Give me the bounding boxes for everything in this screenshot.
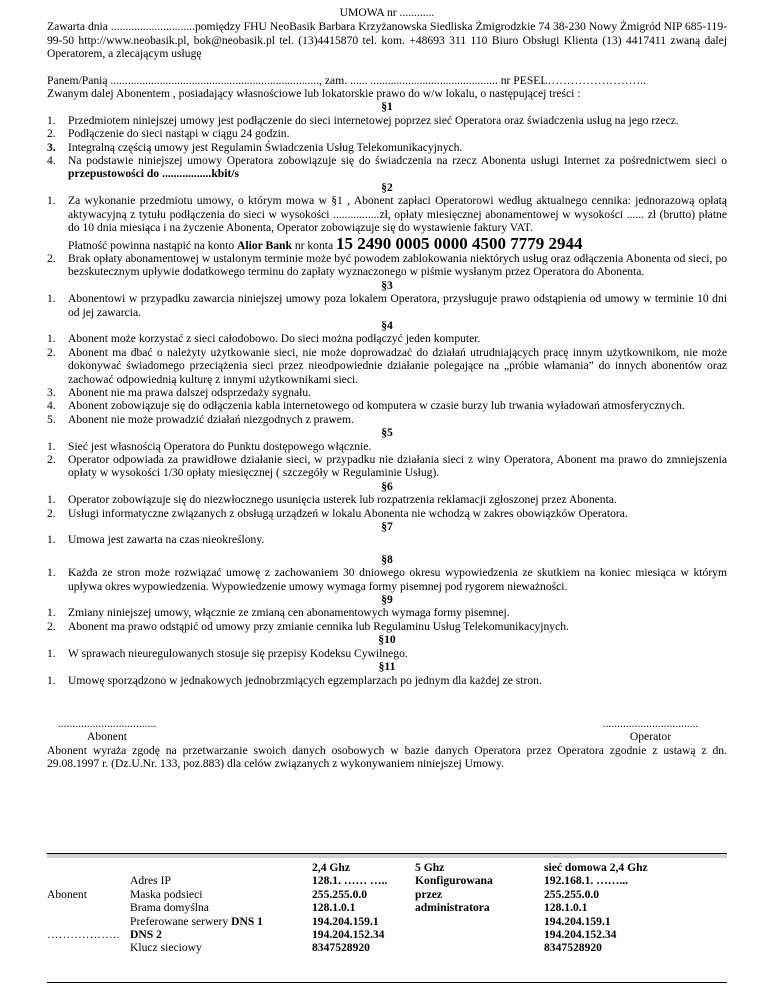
list-item: 1. Za wykonanie przedmiotu umowy, o którym mowa w §1 , Abonent zapłaci Operatorowi według aktualnego cennika: jednorazową opłatą aktywacyjną z tytułu podłączenia do sieci w wysokości ................zł, opłaty miesięcznej abonamentowej w wysokości ...... zł (brutto) płatne do 10 dnia miesiąca i na życzenie Abonenta, Operator zobowiązuje się do wystawienie faktury VAT. (47, 194, 727, 235)
list-item: 1. Umowa jest zawarta na czas nieokreślony. (47, 533, 265, 547)
list-item: 2. Operator odpowiada za prawidłowe działanie sieci, w przypadku nie działania sieci z winy Operatora, Abonent ma prawo do zmniejszenia opłaty w wysokości 1/30 opłaty miesięcznej ( szczegóły w Regulaminie Usług). (47, 453, 727, 480)
operator-signature: ................................. Operator (602, 716, 699, 744)
list-item: 4. Abonent zobowiązuje się do odłączenia kabla internetowego od komputera w czasie burzy lub trwania wyładowań atmosferycznych. (47, 399, 685, 413)
section-8-heading: §8 (381, 552, 393, 566)
parties-line-2: Zwanym dalej Abonentem , posiadający własnościowe lub lokatorskie prawo do w/w lokalu, o następującej treści : (47, 87, 581, 101)
config-subscriber-column: Abonent ………………. (47, 887, 120, 941)
network-config-table (47, 853, 727, 983)
section-10-heading: §10 (378, 633, 396, 647)
list-item: 1. Abonent może korzystać z sieci całodobowo. Do sieci można podłączyć jeden komputer. (47, 332, 481, 346)
config-home-network-column: sieć domowa 2,4 Ghz 192.168.1. ……... 255.255.0.0 128.1.0.1 194.204.159.1 194.204.152.34 8347528920 (544, 861, 648, 955)
list-item: 1. Każda ze stron może rozwiązać umowę z zachowaniem 30 dniowego okresu wypowiedzenia ze skutkiem na koniec miesiąca w którym upływa okres wypowiedzenia. Wypowiedzenie umowy wymaga formy pisemnej pod rygorem nieważności. (47, 566, 727, 593)
list-item: 2. Podłączenie do sieci nastąpi w ciągu 24 godzin. (47, 127, 290, 141)
list-item: 1. Zmiany niniejszej umowy, włącznie ze zmianą cen abonamentowych wymaga formy pisemnej. (47, 606, 510, 620)
contract-document (47, 6, 727, 771)
section-5-heading: §5 (381, 426, 393, 440)
list-item: 1. Przedmiotem niniejszej umowy jest podłączenie do sieci internetowej poprzez sieć Operatora oraz świadczenia usług na jego rzecz. (47, 113, 679, 127)
contract-title: UMOWA nr ............ (339, 6, 435, 19)
list-item: 1. Sieć jest własnością Operatora do Punktu dostępowego włącznie. (47, 439, 372, 453)
list-item: 3. Abonent nie ma prawa dalszej odsprzedaży sygnału. (47, 385, 312, 399)
list-item: 5. Abonent nie może prowadzić działań niezgodnych z prawem. (47, 412, 354, 426)
list-item: 1. Umowę sporządzono w jednakowych jednobrzmiących egzemplarzach po jednym dla każdej ze stron. (47, 673, 542, 687)
list-item: 3. Integralną częścią umowy jest Regulamin Świadczenia Usług Telekomunikacyjnych. (47, 140, 463, 154)
bank-account-number: 15 2490 0005 0000 4500 7779 2944 (336, 233, 583, 253)
list-item: 1. Operator zobowiązuje się do niezwłocznego usunięcia usterek lub rozpatrzenia reklamacji zgłoszonej przez Abonenta. (47, 493, 617, 507)
subscriber-signature: .................................. Abonent (57, 716, 157, 744)
payment-line: Płatność powinna nastąpić na konto Alior Bank nr konta 15 2490 0005 0000 4500 7779 2944 (68, 233, 583, 253)
header-shade (47, 854, 727, 858)
config-5ghz-column: 5 Ghz Konfigurowana przez administratora (415, 861, 493, 915)
signature-row (47, 717, 727, 744)
list-item: 4. Na podstawie niniejszej umowy Operatora zobowiązuje się do świadczenia na rzecz Abonenta usługi Internet za pośrednictwem sieci o przepustowości do .................kbit/s (47, 154, 727, 181)
contract-intro: Zawarta dnia .............................pomiędzy FHU NeoBasik Barbara Krzyżanowska Siedliska Żmigrodzkie 74 38-230 Nowy Żmigród NIP 685-119-99-50 http://www.neobasik.pl, bok@neobasik.pl tel. (13)4415870 tel. kom. +48693 311 110 Biuro Obsługi Klienta (13) 4417411 zwaną dalej Operatorem, a zlecającym usługę (47, 20, 727, 61)
section-4-heading: §4 (381, 318, 393, 332)
section-9-heading: §9 (381, 593, 393, 607)
data-processing-consent: Abonent wyraża zgodę na przetwarzanie swoich danych osobowych w bazie danych Operatora przez Operatora zgodnie z ustawą z dn. 29.08.1997 r. (Dz.U.Nr. 133, poz.883) dla celów związanych z wykonywaniem niniejszej Umowy. (47, 743, 727, 771)
section-3-heading: §3 (381, 278, 393, 292)
section-7-heading: §7 (381, 520, 393, 534)
list-item: 2. Abonent ma prawo odstąpić od umowy przy zmianie cennika lub Regulaminu Usług Telekomunikacyjnych. (47, 619, 569, 633)
section-6-heading: §6 (381, 479, 393, 493)
list-item: 2. Brak opłaty abonamentowej w ustalonym terminie może być powodem zablokowania niektórych usług oraz odłączenia Abonenta od sieci, po bezskutecznym upływie dodatkowego terminu do zapłaty wyznaczonego w piśmie wysłanym przez Operatora do Abonenta. (47, 251, 727, 279)
section-11-heading: §11 (378, 660, 396, 674)
parties-line-1: Panem/Panią ........................................................................, zam. ...... ............................................ nr PESEL…………………….. (47, 73, 646, 87)
config-24ghz-column: 2,4 Ghz 128.1. …… ….. 255.255.0.0 128.1.0.1 194.204.159.1 194.204.152.34 8347528920 (312, 861, 388, 955)
list-item: 1. Abonentowi w przypadku zawarcia niniejszej umowy poza lokalem Operatora, przysługuje prawo odstąpienia od umowy w terminie 10 dni od jej zawarcia. (47, 292, 727, 319)
section-1-heading: §1 (381, 100, 393, 114)
list-item: 2. Abonent ma dbać o należyty użytkowanie sieci, nie może doprowadzać do działań utrudniających pracę innym użytkownikom, nie może dokonywać świadomego przeciążenia sieci przez nieodpowiednie działanie polegające na „próbie włamania” do innych abonentów oraz zachować odpowiednią kulturę z innymi użytkownikami sieci. (47, 345, 727, 386)
section-2-heading: §2 (381, 180, 393, 194)
list-item: 1. W sprawach nieuregulowanych stosuje się przepisy Kodeksu Cywilnego. (47, 646, 408, 660)
config-labels-column: Adres IP Maska podsieci Brama domyślna Preferowane serwery DNS 1 DNS 2 Klucz sieciowy (130, 874, 263, 955)
list-item: 2. Usługi informatyczne związanych z obsługą urządzeń w lokalu Abonenta nie wchodzą w zakres obowiązków Operatora. (47, 506, 628, 520)
